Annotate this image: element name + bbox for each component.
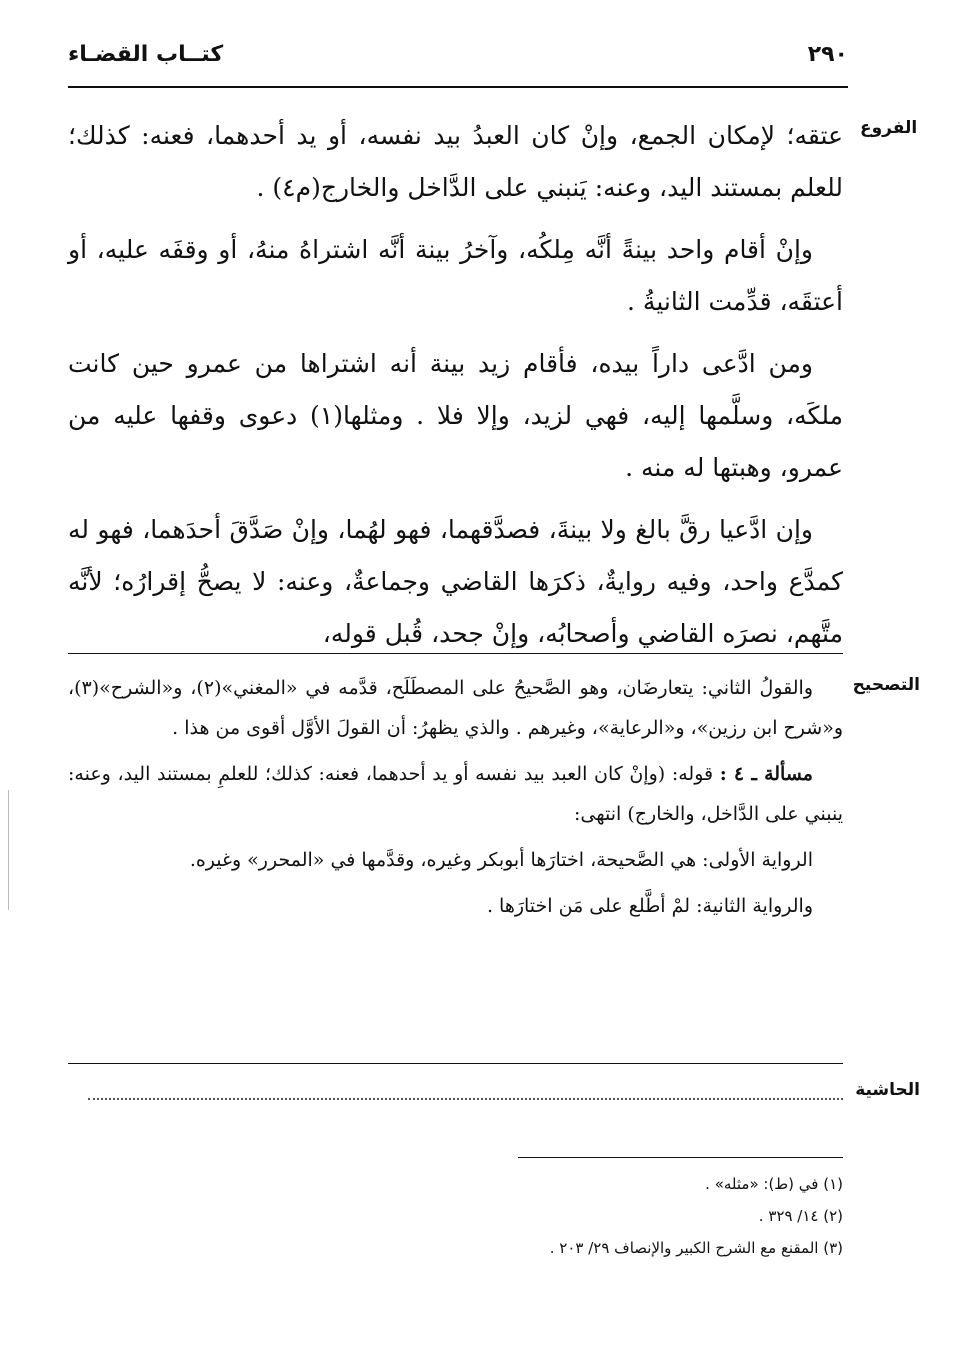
scan-edge-mark: [8, 790, 9, 910]
page-number: ٢٩٠: [807, 42, 848, 67]
main-text: [68, 110, 843, 670]
side-label-tashih: التصحيح: [852, 675, 920, 695]
tashih-paragraph: الرواية الأولى: هي الصَّحيحة، اختارَها أبوبكر وغيره، وقدَّمها في «المحرر» وغيره.: [189, 849, 813, 871]
footnote: (١) في (ط): «مثله» .: [705, 1175, 843, 1193]
hashiya-dotted-line: [88, 1098, 843, 1100]
masala-paragraph: [68, 754, 843, 834]
masala-label: مسألة ـ ٤ :: [719, 763, 813, 785]
footnote-rule: [518, 1157, 843, 1158]
masala-text: قوله: (وإنْ كان العبد بيد نفسه أو يد أحدهما، فعنه: كذلك؛ للعلمِ بمستند اليد، وعنه: ينبني على الدَّاخل، والخارج) انتهى:: [68, 763, 843, 825]
footnotes: [300, 1168, 843, 1264]
side-label-furu: الفروع: [860, 118, 918, 138]
main-paragraph: وإن ادَّعيا رقَّ بالغ ولا بينةَ، فصدَّقهما، فهو لهُما، وإنْ صَدَّقَ أحدَهما، فهو له كمدَّع واحد، وفيه روايةٌ، ذكرَها القاضي وجماعةٌ، وعنه: لا يصحُّ إقرارُه؛ لأنَّه متَّهم، نصرَه القاضي وأصحابُه، وإنْ جحد، قُبل قوله،: [68, 515, 843, 648]
section-divider: [68, 653, 843, 654]
main-paragraph: ومن ادَّعى داراً بيده، فأقام زيد بينة أنه اشتراها من عمرو حين كانت ملكَه، وسلَّمها إليه، فهي لزيد، وإلا فلا . ومثلها(١) دعوى وقفها عليه من عمرو، وهبتها له منه .: [68, 349, 843, 482]
footnote: (٣) المقنع مع الشرح الكبير والإنصاف ٢٩/ ٢٠٣ .: [549, 1239, 843, 1257]
main-paragraph: وإنْ أقام واحد بينةً أنَّه مِلكُه، وآخرُ بينة أنَّه اشتراهُ منهُ، أو وقفَه عليه، أو أعتقَه، قدِّمت الثانيةُ .: [68, 235, 843, 316]
main-paragraph: عتقه؛ لإمكان الجمع، وإنْ كان العبدُ بيد نفسه، أو يد أحدهما، فعنه: كذلك؛ للعلم بمستند اليد، وعنه: يَنبني على الدَّاخل والخارج(م٤) .: [68, 121, 843, 202]
book-title: كتــاب القضـاء: [68, 42, 224, 67]
header-rule: [68, 86, 848, 88]
tashih-paragraph: والقولُ الثاني: يتعارضَان، وهو الصَّحيحُ على المصطَلَح، قدَّمه في «المغني»(٢)، و«الشرح»(٣)، و«شرح ابن رزين»، و«الرعاية»، وغيرهم . والذي يظهرُ: أن القولَ الأوَّل أقوى من هذا .: [68, 677, 843, 739]
tashih-section: [68, 668, 843, 932]
footnote: (٢) ١٤/ ٣٢٩ .: [758, 1207, 843, 1225]
side-label-hashiya: الحاشية: [855, 1080, 920, 1100]
section-divider: [68, 1063, 843, 1064]
tashih-paragraph: والرواية الثانية: لمْ أطَّلع على مَن اختارَها .: [486, 895, 813, 917]
page-header: [68, 42, 848, 82]
